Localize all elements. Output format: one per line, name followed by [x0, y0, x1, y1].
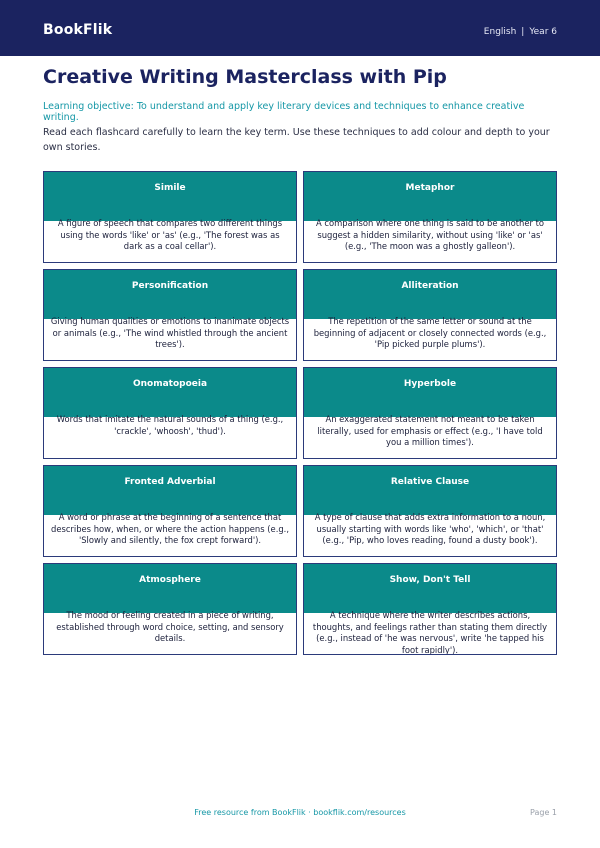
flashcard-definition: A type of clause that adds extra information to a noun, usually starting with words like 'who', 'which', or 'that' (e.g., 'Pip, who loves reading, found a dusty book'). — [314, 512, 546, 545]
flashcard-grid — [43, 171, 557, 655]
flashcard-definition: A figure of speech that compares two different things using the words 'like' or 'as' (e.g., 'The forest was as dark as a coal cellar'). — [57, 218, 283, 251]
subject-year-label — [484, 27, 557, 37]
flashcard-term: Show, Don't Tell — [304, 564, 556, 613]
flashcard-metaphor[interactable] — [303, 171, 557, 263]
flashcard-definition: Words that imitate the natural sounds of a thing (e.g., 'crackle', 'whoosh', 'thud'). — [56, 414, 284, 436]
flashcard-definition: A word or phrase at the beginning of a sentence that describes how, when, or where the action happens (e.g., 'Slowly and silently, the fox crept forward'). — [51, 512, 289, 545]
footer-resource-link[interactable]: Free resource from BookFlik · bookflik.com/resources — [194, 808, 406, 817]
year-label: Year 6 — [529, 27, 557, 37]
flashcard-fronted-adverbial[interactable] — [43, 465, 297, 557]
page-number: Page 1 — [530, 808, 557, 817]
flashcard-term: Hyperbole — [304, 368, 556, 417]
brand-logo[interactable]: BookFlik — [43, 22, 113, 38]
flashcard-term: Atmosphere — [44, 564, 296, 613]
intro-text: Read each flashcard carefully to learn the key term. Use these techniques to add colour and depth to your own stories. — [43, 127, 550, 153]
flashcard-simile[interactable] — [43, 171, 297, 263]
flashcard-definition: The repetition of the same letter or sound at the beginning of adjacent or closely connected words (e.g., 'Pip picked purple plums'). — [313, 316, 547, 349]
page-title: Creative Writing Masterclass with Pip — [43, 66, 447, 88]
learning-objective: Learning objective: To understand and apply key literary devices and techniques to enhance creative writing. — [43, 101, 525, 123]
flashcard-relative-clause[interactable] — [303, 465, 557, 557]
subject-label: English — [483, 27, 517, 37]
meta-separator: | — [521, 27, 525, 37]
flashcard-alliteration[interactable] — [303, 269, 557, 361]
flashcard-term: Relative Clause — [304, 466, 556, 515]
flashcard-show-dont-tell[interactable] — [303, 563, 557, 655]
top-banner — [0, 0, 600, 56]
flashcard-term: Onomatopoeia — [44, 368, 296, 417]
flashcard-term: Fronted Adverbial — [44, 466, 296, 515]
flashcard-term: Alliteration — [304, 270, 556, 319]
flashcard-term: Simile — [44, 172, 296, 221]
flashcard-personification[interactable] — [43, 269, 297, 361]
flashcard-hyperbole[interactable] — [303, 367, 557, 459]
flashcard-onomatopoeia[interactable] — [43, 367, 297, 459]
flashcard-definition: A comparison where one thing is said to be another to suggest a hidden similarity, without using 'like' or 'as' (e.g., 'The moon was a ghostly galleon'). — [316, 218, 544, 251]
flashcard-definition: A technique where the writer describes actions, thoughts, and feelings rather than stating them directly (e.g., instead of 'he was nervous', write 'he tapped his foot rapidly'). — [312, 610, 548, 655]
flashcard-term: Personification — [44, 270, 296, 319]
flashcard-definition: The mood or feeling created in a piece of writing, established through word choice, setting, and sensory details. — [56, 610, 284, 643]
flashcard-term: Metaphor — [304, 172, 556, 221]
flashcard-definition: An exaggerated statement not meant to be taken literally, used for emphasis or effect (e.g., 'I have told you a million times'). — [317, 414, 543, 447]
flashcard-definition: Giving human qualities or emotions to inanimate objects or animals (e.g., 'The wind whistled through the ancient trees'). — [50, 316, 290, 349]
flashcard-atmosphere[interactable] — [43, 563, 297, 655]
